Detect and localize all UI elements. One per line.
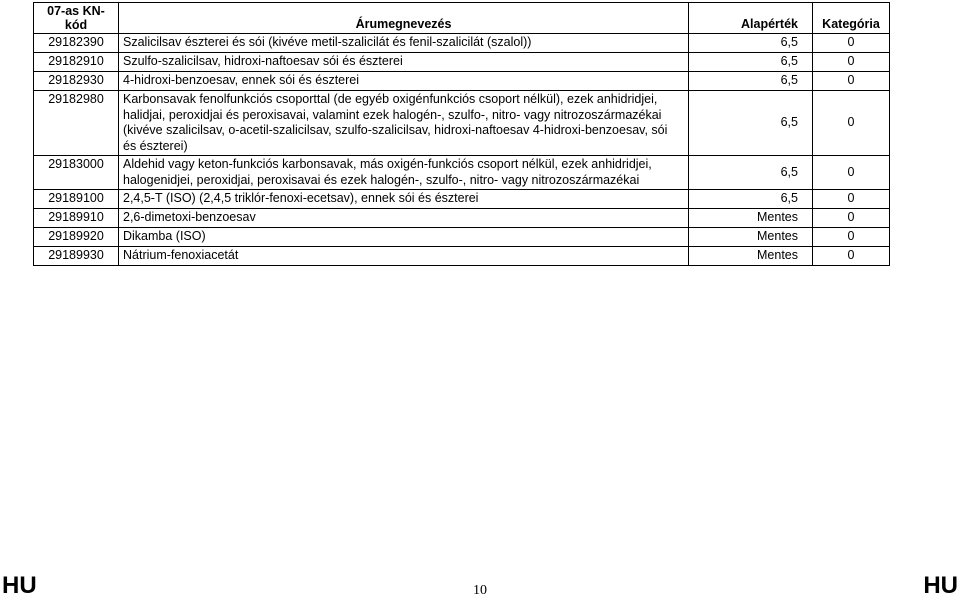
cell-category: 0	[813, 190, 890, 209]
cell-description: Karbonsavak fenolfunkciós csoporttal (de egyéb oxigénfunkciós csoport nélkül), ezek anhidridjei, halidjai, peroxidjai és peroxisavai, valamint ezek halogén-, szulfo-, nitro- vagy nitrozoszármazékai (kivéve szalicilsav, o-acetil-szalicilsav, szulfo-szalicilsav, hidroxi-naftoesav 4-hidroxi-benzoesav, sói és észterei)	[119, 91, 689, 156]
cell-rate: Mentes	[689, 228, 813, 247]
cell-rate: Mentes	[689, 209, 813, 228]
cell-code: 29182930	[34, 72, 119, 91]
cell-description: Aldehid vagy keton-funkciós karbonsavak, más oxigén-funkciós csoport nélkül, ezek anhidridjei, halogenidjei, peroxidjai, peroxisavai és ezek halogén-, szulfo-, nitro- vagy nitrozoszármazékai	[119, 156, 689, 190]
table-header-row	[34, 3, 890, 34]
tariff-table	[33, 2, 890, 266]
table-row	[34, 91, 890, 156]
header-category: Kategória	[813, 3, 890, 34]
footer-country-left: HU	[2, 572, 37, 599]
table-row	[34, 190, 890, 209]
table-row	[34, 156, 890, 190]
table-row	[34, 228, 890, 247]
cell-code: 29182390	[34, 34, 119, 53]
cell-category: 0	[813, 72, 890, 91]
cell-code: 29189910	[34, 209, 119, 228]
footer-country-right: HU	[923, 572, 958, 599]
cell-rate: 6,5	[689, 53, 813, 72]
cell-code: 29182980	[34, 91, 119, 156]
table-row	[34, 209, 890, 228]
page-number: 10	[473, 583, 487, 598]
cell-category: 0	[813, 156, 890, 190]
cell-rate: 6,5	[689, 156, 813, 190]
cell-code: 29182910	[34, 53, 119, 72]
cell-code: 29189920	[34, 228, 119, 247]
cell-code: 29189930	[34, 247, 119, 266]
header-rate: Alapérték	[689, 3, 813, 34]
cell-category: 0	[813, 209, 890, 228]
cell-description: 2,4,5-T (ISO) (2,4,5 triklór-fenoxi-ecetsav), ennek sói és észterei	[119, 190, 689, 209]
header-code: 07-as KN-kód	[34, 3, 119, 34]
cell-rate: 6,5	[689, 72, 813, 91]
cell-rate: Mentes	[689, 247, 813, 266]
cell-description: Nátrium-fenoxiacetát	[119, 247, 689, 266]
cell-code: 29183000	[34, 156, 119, 190]
cell-category: 0	[813, 228, 890, 247]
cell-rate: 6,5	[689, 91, 813, 156]
table-row	[34, 247, 890, 266]
table-row	[34, 34, 890, 53]
table-row	[34, 72, 890, 91]
cell-category: 0	[813, 53, 890, 72]
cell-category: 0	[813, 91, 890, 156]
cell-category: 0	[813, 247, 890, 266]
cell-description: 2,6-dimetoxi-benzoesav	[119, 209, 689, 228]
cell-rate: 6,5	[689, 34, 813, 53]
cell-description: 4-hidroxi-benzoesav, ennek sói és észterei	[119, 72, 689, 91]
cell-category: 0	[813, 34, 890, 53]
cell-description: Dikamba (ISO)	[119, 228, 689, 247]
cell-code: 29189100	[34, 190, 119, 209]
cell-description: Szalicilsav észterei és sói (kivéve metil-szalicilát és fenil-szalicilát (szalol))	[119, 34, 689, 53]
table-row	[34, 53, 890, 72]
cell-description: Szulfo-szalicilsav, hidroxi-naftoesav sói és észterei	[119, 53, 689, 72]
cell-rate: 6,5	[689, 190, 813, 209]
header-description: Árumegnevezés	[119, 3, 689, 34]
